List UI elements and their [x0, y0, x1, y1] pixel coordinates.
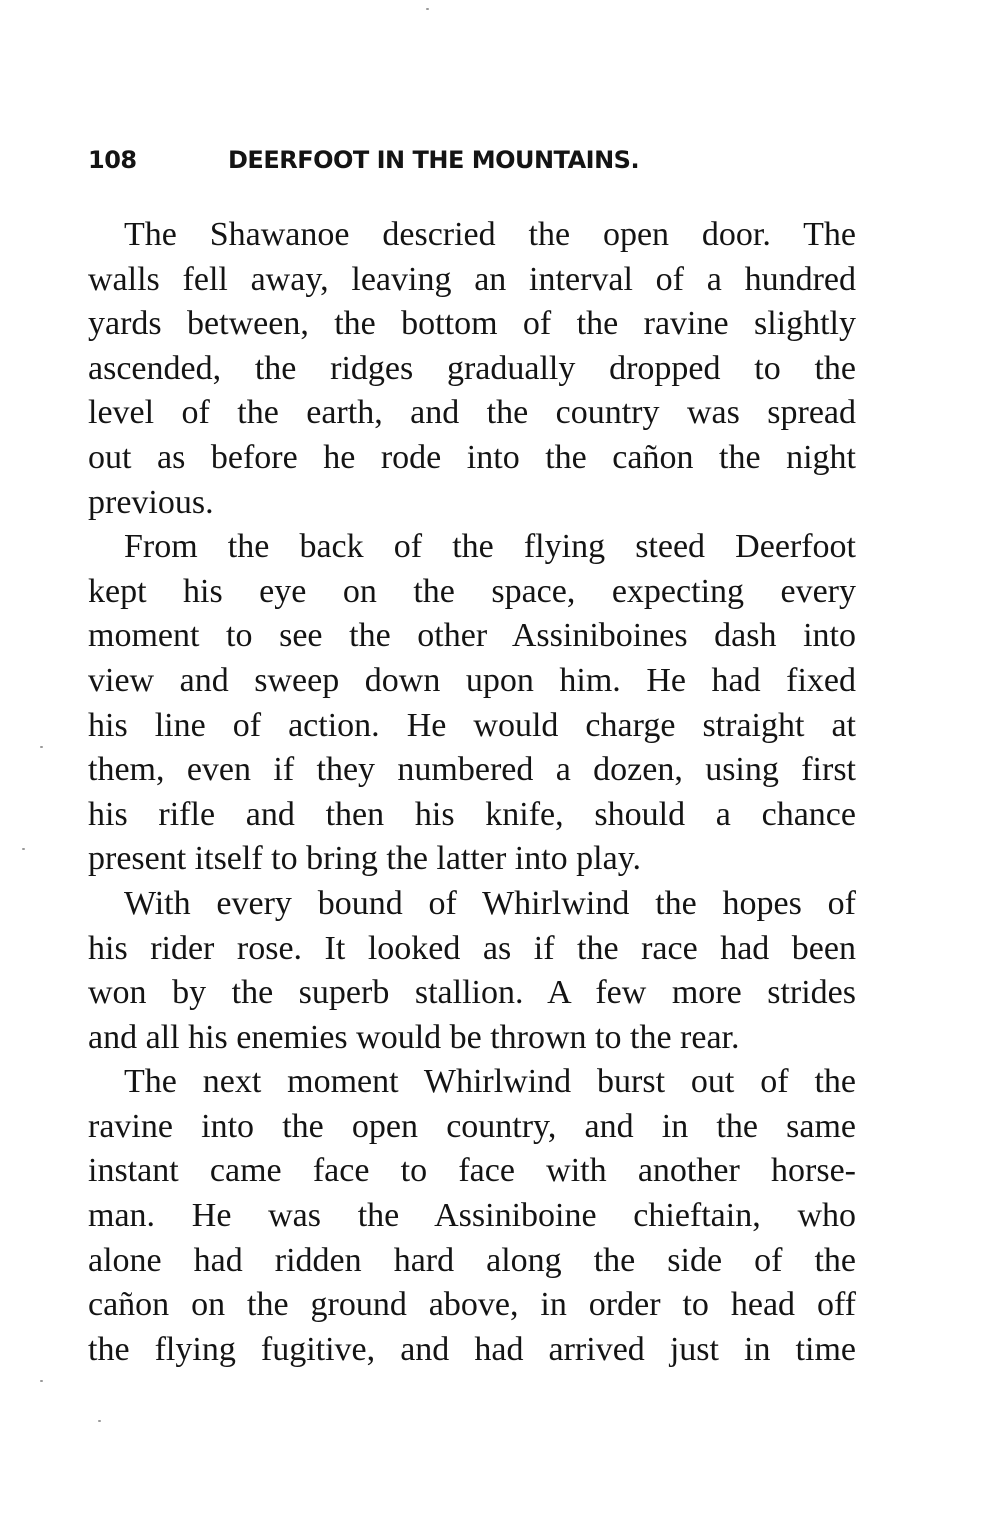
- text-line: walls fell away, leaving an interval of a hundred: [88, 260, 856, 298]
- running-header: [88, 146, 788, 186]
- text-line: From the back of the flying steed Deerfoot: [124, 528, 856, 566]
- text-line: the flying fugitive, and had arrived just in time: [88, 1330, 856, 1368]
- text-line: won by the superb stallion. A few more strides: [88, 974, 856, 1012]
- text-line: out as before he rode into the cañon the night: [88, 438, 856, 476]
- text-line: previous.: [88, 483, 214, 521]
- text-line: his rifle and then his knife, should a chance: [88, 795, 856, 833]
- text-line: cañon on the ground above, in order to head off: [88, 1286, 856, 1324]
- text-line: his rider rose. It looked as if the race had been: [88, 929, 856, 967]
- page-number: 108: [88, 146, 137, 174]
- scan-speck: [40, 746, 43, 748]
- text-line: ascended, the ridges gradually dropped to the: [88, 349, 856, 387]
- text-line: and all his enemies would be thrown to the rear.: [88, 1018, 740, 1056]
- text-line: ravine into the open country, and in the same: [88, 1107, 856, 1145]
- text-line: them, even if they numbered a dozen, using first: [88, 751, 856, 789]
- text-line: instant came face to face with another horse-: [88, 1152, 856, 1190]
- text-line: kept his eye on the space, expecting every: [88, 572, 856, 610]
- text-line: his line of action. He would charge straight at: [88, 706, 856, 744]
- text-line: alone had ridden hard along the side of the: [88, 1241, 856, 1279]
- text-line: The next moment Whirlwind burst out of the: [124, 1063, 856, 1101]
- text-line: present itself to bring the latter into play.: [88, 840, 641, 878]
- scan-speck: [40, 1380, 43, 1382]
- text-line: moment to see the other Assiniboines dash into: [88, 617, 856, 655]
- body-text: [88, 213, 856, 1372]
- text-line: With every bound of Whirlwind the hopes of: [124, 884, 856, 922]
- running-title: DEERFOOT IN THE MOUNTAINS.: [228, 146, 640, 174]
- scan-speck: [22, 848, 25, 850]
- text-line: view and sweep down upon him. He had fixed: [88, 661, 856, 699]
- text-line: The Shawanoe descried the open door. The: [124, 216, 856, 253]
- scan-speck: [98, 1420, 101, 1422]
- text-line: yards between, the bottom of the ravine slightly: [88, 305, 856, 343]
- scan-speck: [426, 8, 429, 10]
- text-line: man. He was the Assiniboine chieftain, who: [88, 1197, 856, 1235]
- text-line: level of the earth, and the country was spread: [88, 394, 856, 432]
